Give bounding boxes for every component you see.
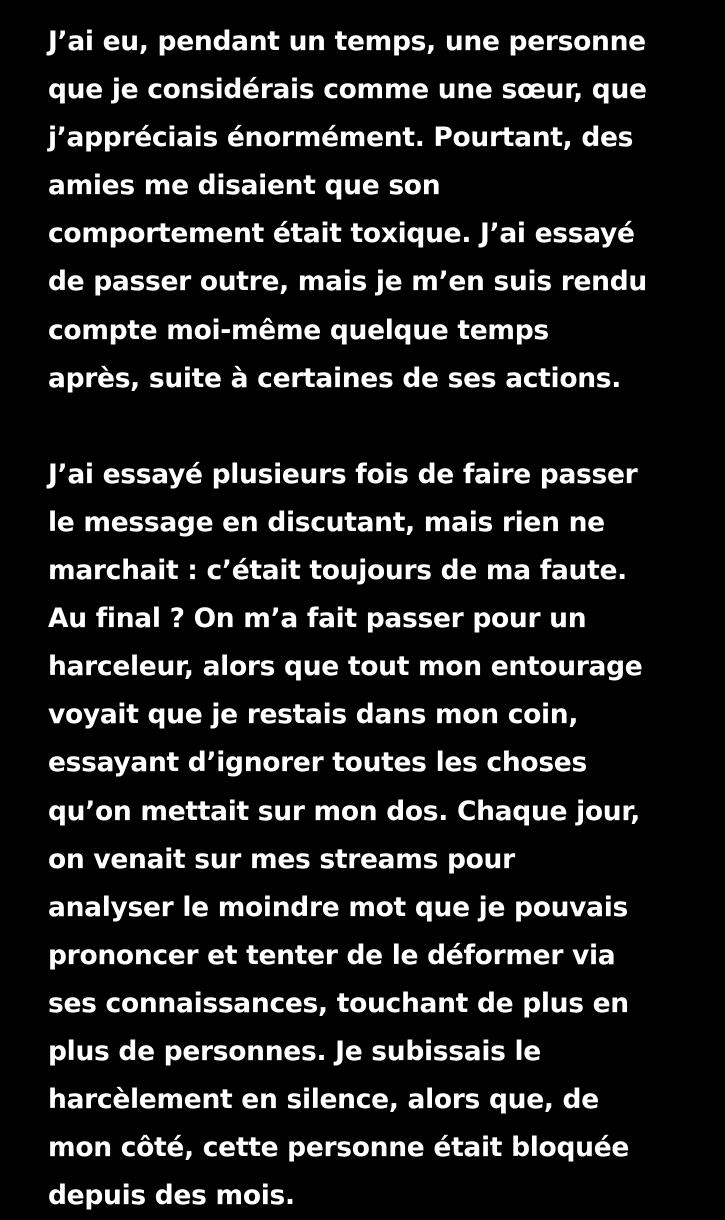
text-line: analyser le moindre mot que je pouvais <box>48 891 628 923</box>
text-line: essayant d’ignorer toutes les choses <box>48 747 587 779</box>
text-line: voyait que je restais dans mon coin, <box>48 699 579 731</box>
paragraph-2 <box>48 451 688 1220</box>
text-line: Au final ? On m’a fait passer pour un <box>48 603 587 635</box>
text-line: plus de personnes. Je subissais le <box>48 1035 541 1067</box>
text-line: depuis des mois. <box>48 1180 295 1212</box>
text-line: marchait : c’était toujours de ma faute. <box>48 555 627 587</box>
text-line: harceleur, alors que tout mon entourage <box>48 651 643 683</box>
text-line: comportement était toxique. J’ai essayé <box>48 218 635 250</box>
text-line: le message en discutant, mais rien ne <box>48 506 605 538</box>
paragraph-1 <box>48 18 688 403</box>
text-line: J’ai essayé plusieurs fois de faire passer <box>48 458 638 490</box>
text-line: harcèlement en silence, alors que, de <box>48 1084 599 1116</box>
paragraph-gap <box>48 403 688 451</box>
text-line: j’appréciais énormément. Pourtant, des <box>48 122 634 154</box>
text-line: amies me disaient que son <box>48 170 441 202</box>
text-line: J’ai eu, pendant un temps, une personne <box>48 26 646 57</box>
text-line: ses connaissances, touchant de plus en <box>48 987 629 1019</box>
text-line: qu’on mettait sur mon dos. Chaque jour, <box>48 795 640 827</box>
text-line: de passer outre, mais je m’en suis rendu <box>48 266 647 298</box>
text-line: compte moi-même quelque temps <box>48 314 549 346</box>
text-line: on venait sur mes streams pour <box>48 843 515 875</box>
text-line: que je considérais comme une sœur, que <box>48 74 647 106</box>
text-line: après, suite à certaines de ses actions. <box>48 362 622 394</box>
story-text <box>48 18 688 1220</box>
text-line: prononcer et tenter de le déformer via <box>48 939 616 971</box>
text-line: mon côté, cette personne était bloquée <box>48 1132 630 1164</box>
